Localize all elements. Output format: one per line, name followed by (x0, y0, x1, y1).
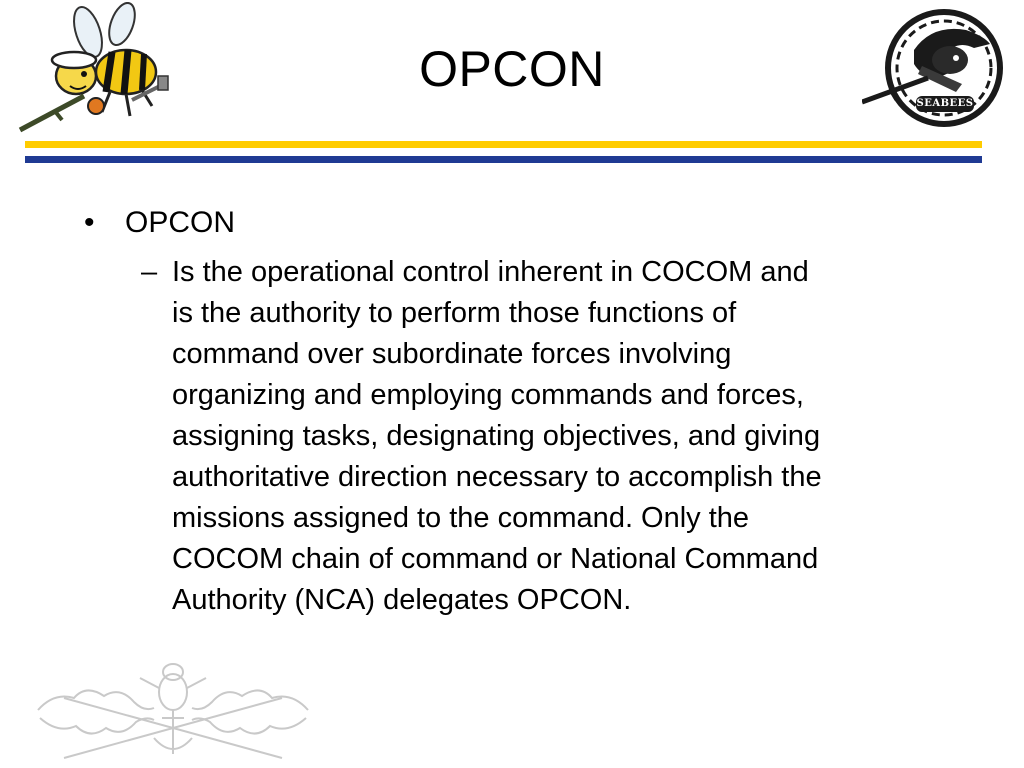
slide-title: OPCON (419, 41, 605, 97)
sub-bullet-line: missions assigned to the command. Only the (172, 502, 750, 534)
sub-bullet-line: authoritative direction necessary to accomplish the (172, 461, 822, 493)
sub-bullet-line: COCOM chain of command or National Command (172, 543, 819, 575)
sub-bullet-text (172, 252, 822, 621)
sub-bullet-line: Authority (NCA) delegates OPCON. (172, 584, 632, 616)
sub-bullet-line: command over subordinate forces involving (172, 338, 732, 370)
sub-bullet-line: Is the operational control inherent in COCOM and (172, 256, 809, 288)
seabee-combat-warfare-badge-watermark (34, 662, 312, 762)
sub-bullet-line: assigning tasks, designating objectives, and giving (172, 420, 821, 452)
bullet-dot: • (84, 206, 95, 239)
sub-bullet-line: organizing and employing commands and forces, (172, 379, 804, 411)
bullet-text: OPCON (125, 206, 236, 239)
sub-bullet-dash: – (141, 256, 158, 288)
emblem-text: SEABEES (916, 98, 974, 109)
sub-bullet-line: is the authority to perform those functions of (172, 297, 737, 329)
